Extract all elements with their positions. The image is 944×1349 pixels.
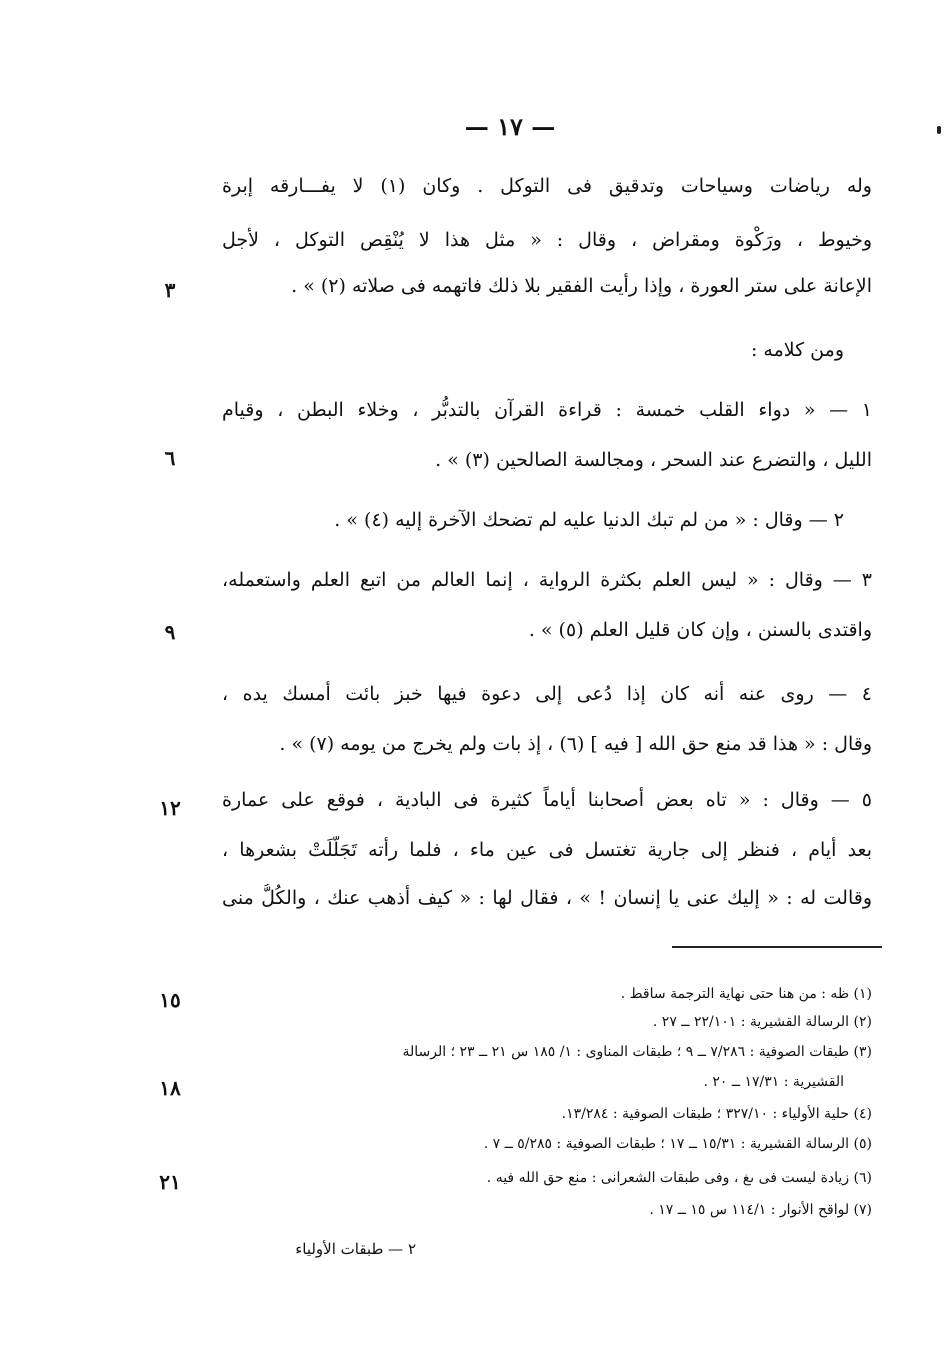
footnote: (٦) زيادة ليست فى ىغ ، وفى طبقات الشعرانى : منع حق الله فيه . xyxy=(486,1170,872,1186)
footnote-separator xyxy=(672,946,882,948)
body-line: ٢ — وقال : « من لم تبك الدنيا عليه لم تضحك الآخرة إليه (٤) » . xyxy=(334,509,844,531)
footnote: (٣) طبقات الصوفية : ٧/٢٨٦ ــ ٩ ؛ طبقات المناوى : ١/ ١٨٥ س ٢١ ــ ٢٣ ؛ الرسالة xyxy=(402,1044,872,1060)
margin-line-number: ٦ xyxy=(164,446,176,470)
footnote: (١) ظه : من هنا حتى نهاية الترجمة ساقط . xyxy=(620,986,872,1002)
body-line: ١ — « دواء القلب خمسة : قراءة القرآن بالتدبُّر ، وخلاء البطن ، وقيام xyxy=(222,399,872,421)
body-line: الليل ، والتضرع عند السحر ، ومجالسة الصالحين (٣) » . xyxy=(435,449,872,471)
body-line: بعد أيام ، فنظر إلى جارية تغتسل فى عين ماء ، فلما رأته تَجَلَّلَتْ بشعرها ، xyxy=(222,839,872,861)
footnote: (٤) حلية الأولياء : ٣٢٧/١٠ ؛ طبقات الصوفية : ١٣/٢٨٤. xyxy=(561,1106,872,1122)
footnote: (٢) الرسالة القشيرية : ٢٢/١٠١ ــ ٢٧ . xyxy=(652,1014,872,1030)
body-line: وقال : « هذا قد منع حق الله [ فيه ] (٦) ، إذ بات ولم يخرج من يومه (٧) » . xyxy=(279,733,872,755)
scan-edge-mark xyxy=(937,126,941,134)
body-line: ومن كلامه : xyxy=(750,339,844,361)
signature-line: ٢ — طبقات الأولياء xyxy=(295,1240,416,1258)
margin-line-number: ٣ xyxy=(164,278,176,302)
body-line: ٣ — وقال : « ليس العلم بكثرة الرواية ، إنما العالم من اتبع العلم واستعمله، xyxy=(222,569,872,591)
body-line: وخيوط ، ورَكْوة ومقراض ، وقال : « مثل هذا لا يُنْقِص التوكل ، لأجل xyxy=(222,229,872,251)
margin-line-number: ١٨ xyxy=(159,1076,181,1100)
margin-line-number: ١٥ xyxy=(159,988,181,1012)
footnote-continuation: القشيرية : ١٧/٣١ ــ ٢٠ . xyxy=(703,1074,844,1090)
page-number: — ١٧ — xyxy=(464,112,556,141)
body-line: الإعانة على ستر العورة ، وإذا رأيت الفقير بلا ذلك فاتهمه فى صلاته (٢) » . xyxy=(291,275,872,297)
body-line: ٤ — روى عنه أنه كان إذا دُعى إلى دعوة فيها خبز بائت أمسك يده ، xyxy=(222,683,872,705)
margin-line-number: ٢١ xyxy=(159,1170,181,1194)
footnote: (٥) الرسالة القشيرية : ١٥/٣١ ــ ١٧ ؛ طبقات الصوفية : ٥/٢٨٥ ــ ٧ . xyxy=(483,1136,872,1152)
footnote: (٧) لواقح الأنوار : ١١٤/١ س ١٥ ــ ١٧ . xyxy=(649,1202,872,1218)
body-line: وقالت له : « إليك عنى يا إنسان ! » ، فقال لها : « كيف أذهب عنك ، والكُلُّ منى xyxy=(222,887,872,909)
body-line: وله رياضات وسياحات وتدقيق فى التوكل . وكان (١) لا يفـــارقه إبرة xyxy=(222,175,872,197)
margin-line-number: ٩ xyxy=(164,620,176,644)
body-line: ٥ — وقال : « تاه بعض أصحابنا أياماً كثيرة فى البادية ، فوقع على عمارة xyxy=(222,789,872,811)
margin-line-number: ١٢ xyxy=(159,796,181,820)
body-line: واقتدى بالسنن ، وإن كان قليل العلم (٥) » . xyxy=(528,619,872,641)
